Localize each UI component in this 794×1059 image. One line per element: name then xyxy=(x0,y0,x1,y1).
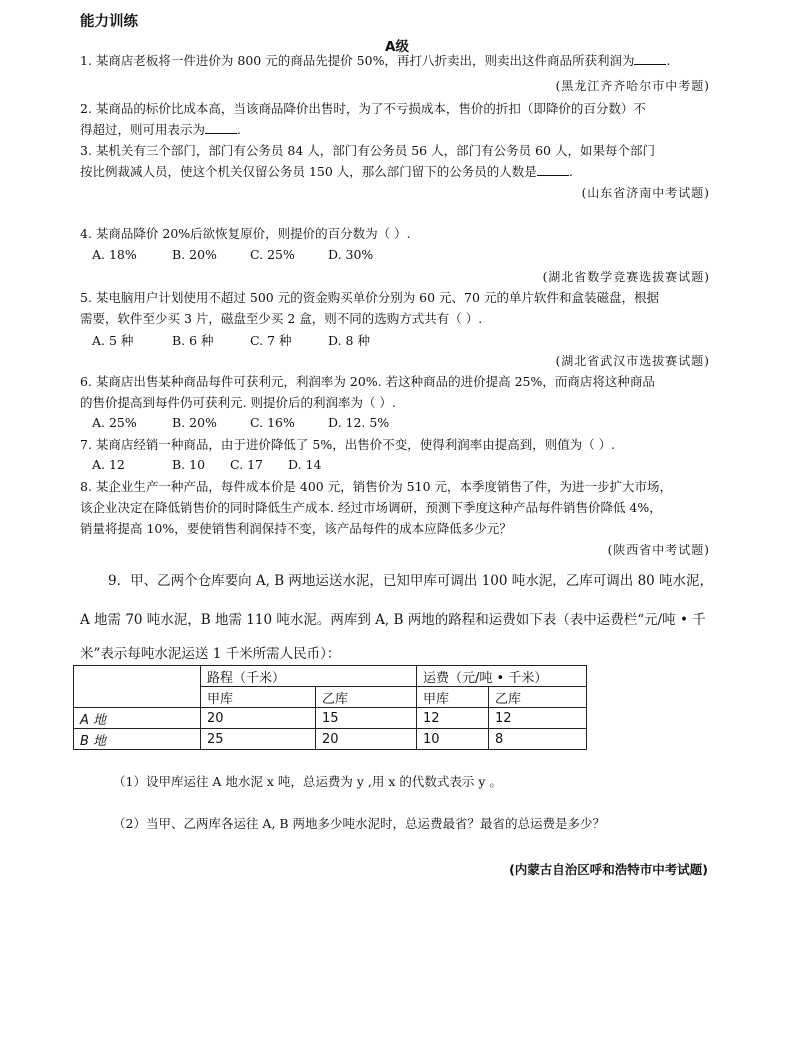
option-b: B. 20% xyxy=(172,415,217,430)
question-2-text: 得超过，则可用表示为 xyxy=(80,122,206,137)
option-b: B. 10 xyxy=(172,457,206,472)
question-8-source: (陕西省中考试题) xyxy=(607,543,710,557)
option-a: A. 12 xyxy=(92,457,125,472)
question-9-part-2: （2）当甲、乙两库各运往 A, B 两地多少吨水泥时，总运费最省？最省的总运费是多少？ xyxy=(113,816,606,831)
table-row-label: B 地 xyxy=(74,729,201,750)
question-3-source: (山东省济南中考试题) xyxy=(581,186,710,200)
option-d: D. 14 xyxy=(288,457,322,472)
question-1 xyxy=(80,52,670,70)
table-header-row xyxy=(74,666,587,687)
question-6-line-1: 6. 某商店出售某种商品每件可获利元，利润率为 20%. 若这种商品的进价提高 25%，而商店将这种商品 xyxy=(80,374,655,389)
question-5-source: (湖北省武汉市选拔赛试题) xyxy=(555,354,710,368)
question-1-text: 1. 某商店老板将一件进价为 800 元的商品先提价 50%，再打八折卖出，则卖出这件商品所获利润为 xyxy=(80,53,635,68)
question-2-line-2 xyxy=(80,121,241,139)
question-1-end: . xyxy=(666,53,671,68)
question-9-line-3: 米”表示每吨水泥运送 1 千米所需人民币）： xyxy=(80,646,341,662)
option-b: B. 6 种 xyxy=(172,333,214,348)
question-9-part-1: （1）设甲库运往 A 地水泥 x 吨，总运费为 y ,用 x 的代数式表示 y 。 xyxy=(113,774,502,789)
question-3-line-2 xyxy=(80,163,573,181)
question-3-line-1: 3. 某机关有三个部门，部门有公务员 84 人，部门有公务员 56 人，部门有公务员 60 人，如果每个部门 xyxy=(80,143,655,158)
table-subheader-cell: 乙库 xyxy=(316,687,417,708)
question-7-options xyxy=(92,457,321,472)
table-corner-cell xyxy=(74,666,201,708)
question-5-options xyxy=(92,331,370,349)
freight-table xyxy=(73,665,587,750)
question-9-line-1: 9．甲、乙两个仓库要向 A, B 两地运送水泥，已知甲库可调出 100 吨水泥，乙库可调出 80 吨水泥， xyxy=(108,573,714,589)
table-cell: 20 xyxy=(316,729,417,750)
option-d: D. 30% xyxy=(328,247,374,262)
table-cell: 10 xyxy=(417,729,489,750)
question-4-source: (湖北省数学竞赛选拔赛试题) xyxy=(542,270,710,284)
option-c: C. 16% xyxy=(250,415,295,430)
table-row xyxy=(74,708,587,729)
option-a: A. 5 种 xyxy=(92,333,134,348)
option-d: D. 8 种 xyxy=(328,333,370,348)
question-5-line-2: 需要，软件至少买 3 片，磁盘至少买 2 盒，则不同的选购方式共有（ ）. xyxy=(80,311,483,326)
option-b: B. 20% xyxy=(172,247,217,262)
question-9-source: (内蒙古自治区呼和浩特市中考试题) xyxy=(509,862,708,877)
question-1-source: (黑龙江齐齐哈尔市中考题) xyxy=(555,79,710,93)
question-3-end: . xyxy=(568,164,573,179)
question-6-line-2: 的售价提高到每件仍可获利元. 则提价后的利润率为（ ）. xyxy=(80,395,396,410)
table-group-fee: 运费（元/吨 • 千米） xyxy=(417,666,587,687)
section-heading: 能力训练 xyxy=(80,14,138,30)
option-a: A. 18% xyxy=(92,247,137,262)
answer-blank xyxy=(537,163,569,176)
table-group-distance: 路程（千米） xyxy=(201,666,417,687)
table-cell: 15 xyxy=(316,708,417,729)
table-cell: 8 xyxy=(489,729,587,750)
level-title: A级 xyxy=(385,39,409,55)
table-cell: 12 xyxy=(489,708,587,729)
option-c: C. 17 xyxy=(230,457,263,472)
question-8-line-3: 销量将提高 10%，要使销售利润保持不变，该产品每件的成本应降低多少元？ xyxy=(80,521,512,536)
table-row xyxy=(74,729,587,750)
answer-blank xyxy=(205,121,237,134)
question-9-line-2: A 地需 70 吨水泥，B 地需 110 吨水泥。两库到 A, B 两地的路程和运费如下表（表中运费栏“元/吨 • 千 xyxy=(80,612,706,628)
question-6-options xyxy=(92,415,389,430)
question-8-line-1: 8. 某企业生产一种产品，每件成本价是 400 元，销售价为 510 元，本季度销售了件，为进一步扩大市场， xyxy=(80,479,673,494)
table-cell: 25 xyxy=(201,729,316,750)
question-2-end: . xyxy=(237,122,241,137)
question-2-line-1: 2. 某商品的标价比成本高，当该商品降价出售时，为了不亏损成本，售价的折扣（即降价的百分数）不 xyxy=(80,101,646,116)
question-4: 4. 某商品降价 20%后欲恢复原价，则提价的百分数为（ ）. xyxy=(80,226,411,241)
answer-blank xyxy=(634,52,666,65)
option-d: D. 12. 5% xyxy=(328,415,390,430)
question-8-line-2: 该企业决定在降低销售价的同时降低生产成本. 经过市场调研，预测下季度这种产品每件销售价降低 4%， xyxy=(80,500,662,515)
option-c: C. 25% xyxy=(250,247,295,262)
table-row-label: A 地 xyxy=(74,708,201,729)
table-subheader-cell: 甲库 xyxy=(201,687,316,708)
question-7: 7. 某商店经销一种商品，由于进价降低了 5%，出售价不变，使得利润率由提高到，则值为（ ）. xyxy=(80,437,616,452)
question-4-options xyxy=(92,247,373,262)
question-5-line-1: 5. 某电脑用户计划使用不超过 500 元的资金购买单价分别为 60 元、70 元的单片软件和盒装磁盘，根据 xyxy=(80,290,659,305)
table-subheader-cell: 乙库 xyxy=(489,687,587,708)
option-c: C. 7 种 xyxy=(250,333,292,348)
option-a: A. 25% xyxy=(92,415,137,430)
question-3-text: 按比例裁减人员，使这个机关仅留公务员 150 人，那么部门留下的公务员的人数是 xyxy=(80,164,537,179)
table-cell: 20 xyxy=(201,708,316,729)
table-subheader-cell: 甲库 xyxy=(417,687,489,708)
table-cell: 12 xyxy=(417,708,489,729)
